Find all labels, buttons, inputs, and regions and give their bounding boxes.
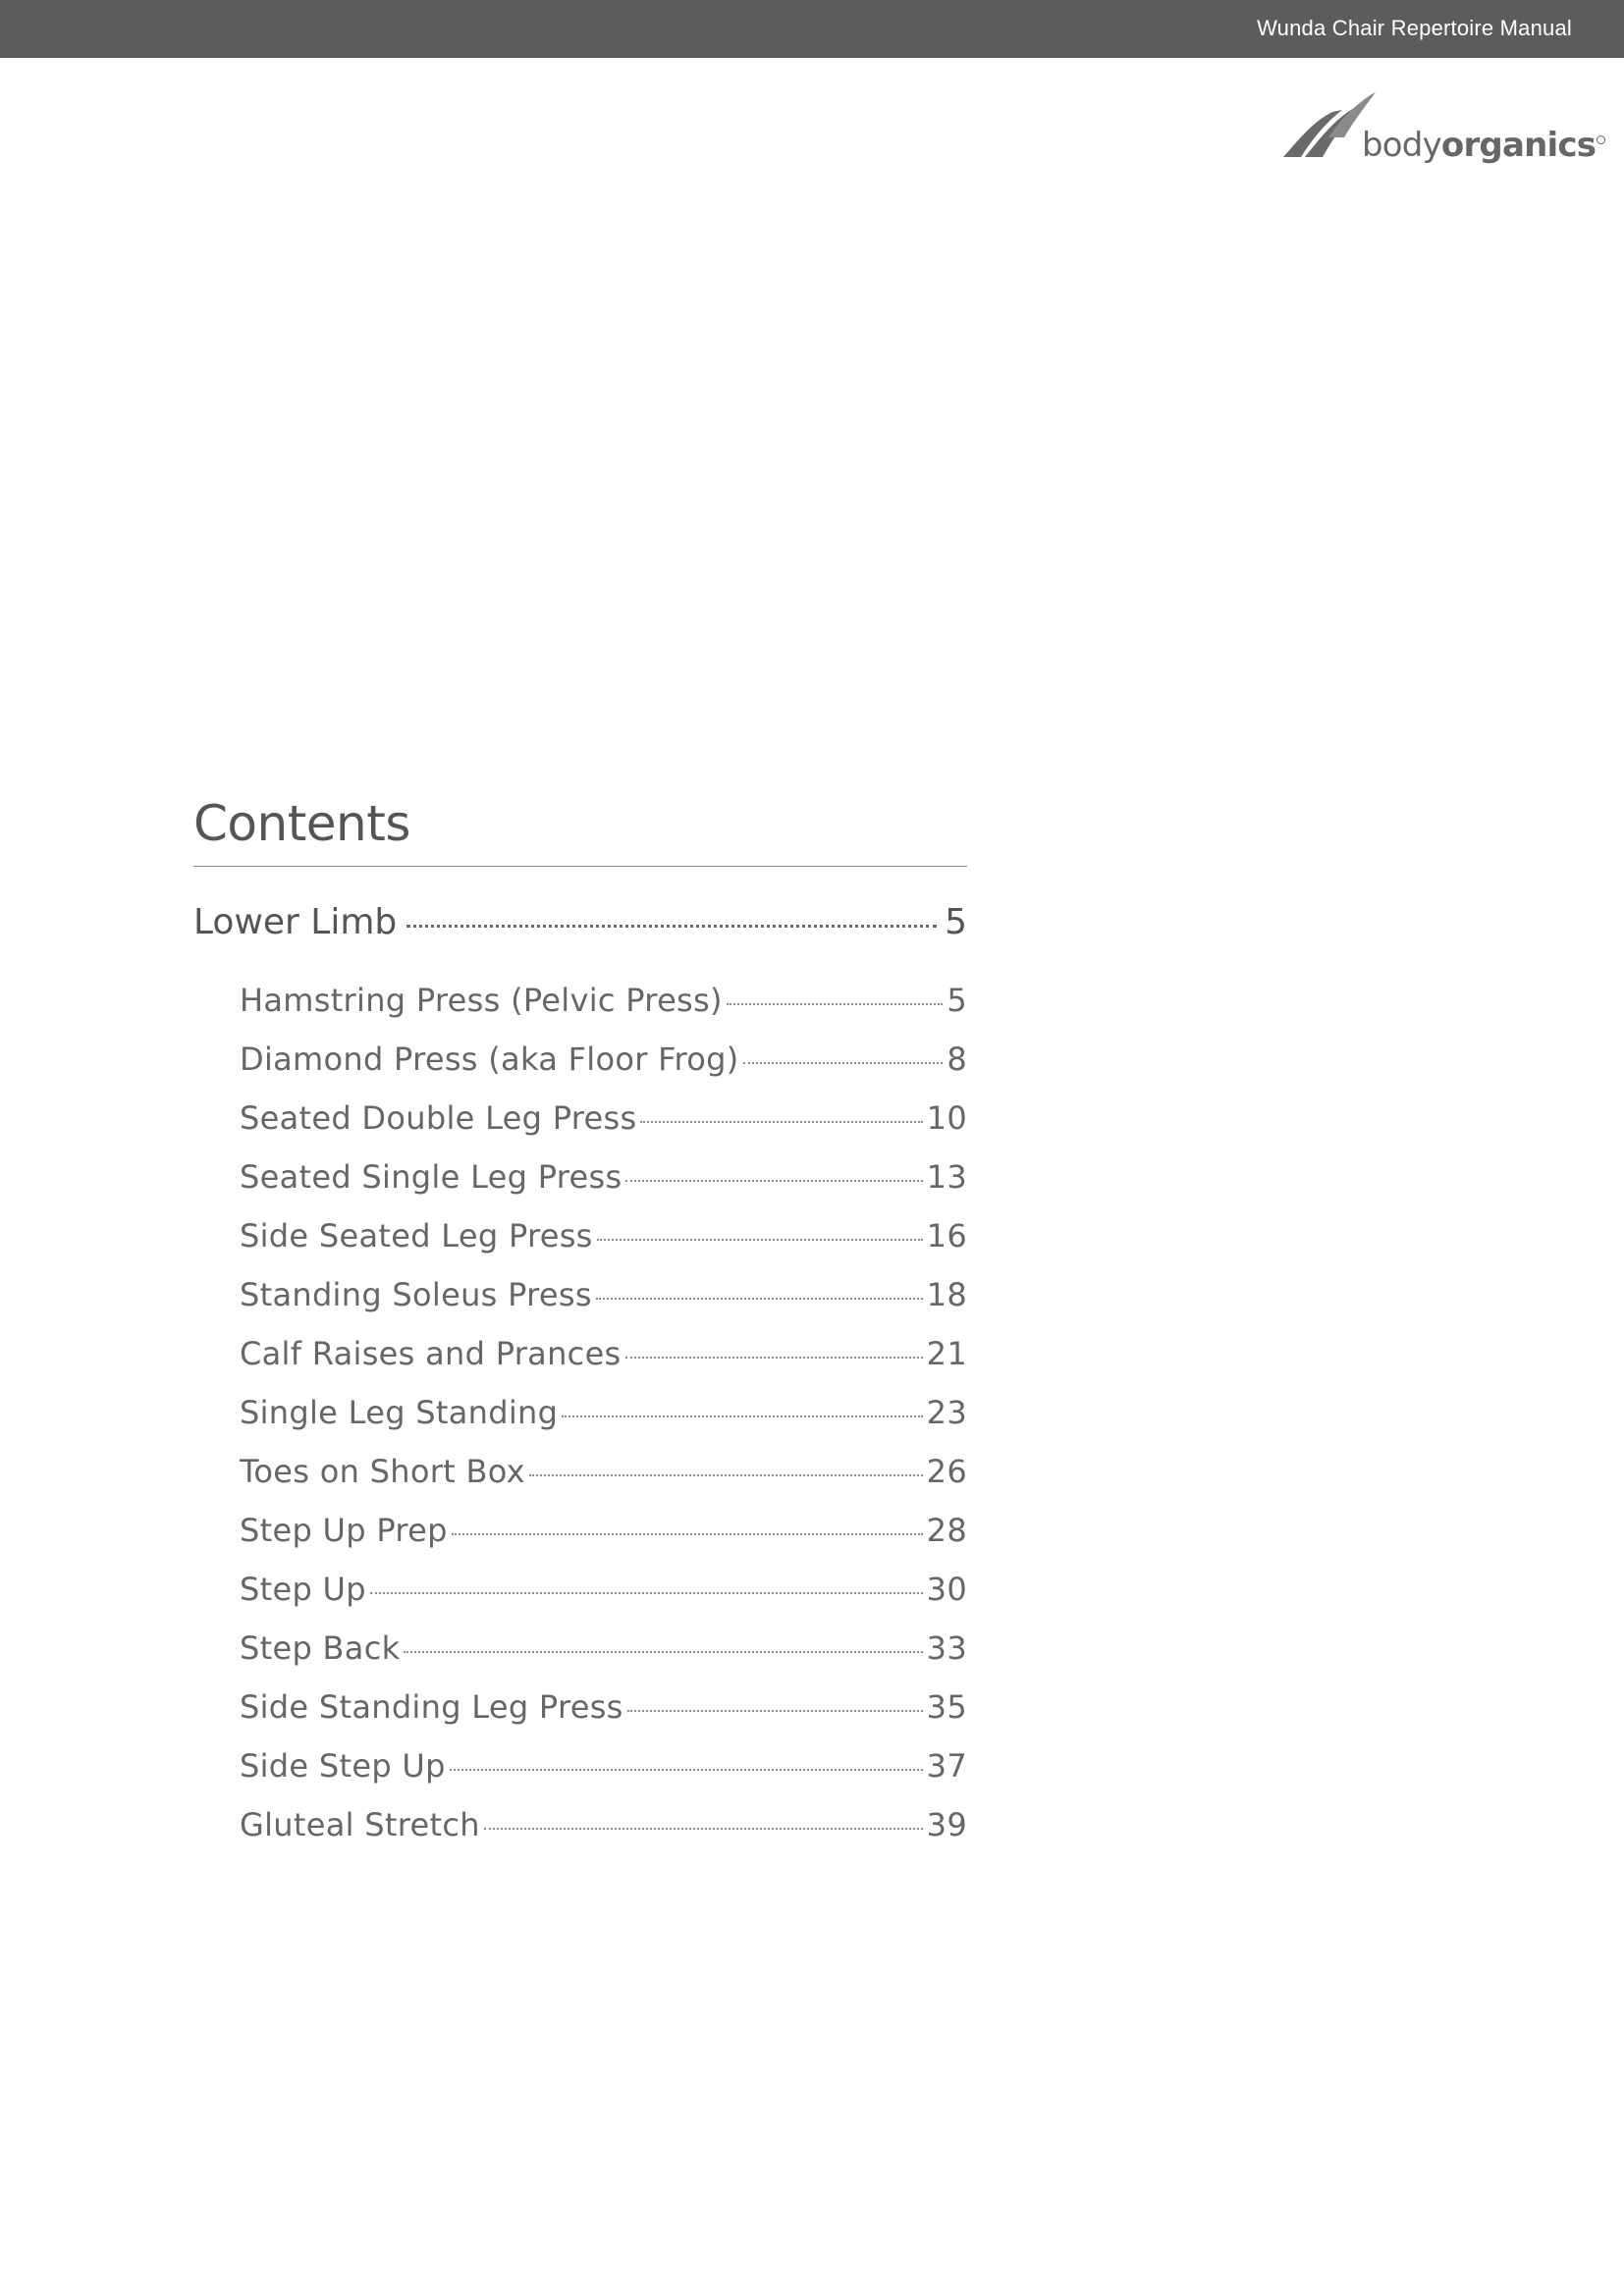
toc-entry-page: 39	[926, 1806, 967, 1843]
toc-entry-page: 35	[926, 1688, 967, 1726]
dot-leader	[727, 1003, 944, 1005]
body-organics-logo	[1281, 90, 1597, 169]
toc-section-title: Lower Limb	[193, 902, 398, 942]
dot-leader	[484, 1828, 923, 1830]
toc-section-page: 5	[945, 902, 967, 942]
toc-entry[interactable]	[240, 1560, 967, 1619]
toc-entry[interactable]	[240, 1442, 967, 1501]
toc-entry-title: Standing Soleus Press	[240, 1276, 592, 1313]
dot-leader	[596, 1298, 923, 1300]
registered-mark-icon	[1597, 135, 1605, 144]
table-of-contents	[193, 795, 967, 1854]
toc-entry[interactable]	[240, 1501, 967, 1560]
dot-leader	[562, 1415, 922, 1417]
dot-leader	[406, 925, 937, 928]
dot-leader	[529, 1474, 923, 1476]
toc-entry[interactable]	[240, 1795, 967, 1854]
toc-entry-page: 21	[926, 1335, 967, 1372]
toc-entry-page: 30	[926, 1571, 967, 1608]
toc-entry-title: Step Up	[240, 1571, 366, 1608]
dot-leader	[404, 1651, 922, 1653]
toc-entry[interactable]	[240, 1736, 967, 1795]
dot-leader	[452, 1533, 923, 1535]
dot-leader	[627, 1710, 923, 1712]
toc-entry[interactable]	[240, 1619, 967, 1678]
toc-entry-title: Diamond Press (aka Floor Frog)	[240, 1041, 739, 1078]
manual-title: Wunda Chair Repertoire Manual	[1257, 16, 1572, 40]
toc-entry-title: Step Back	[240, 1629, 401, 1667]
toc-entry[interactable]	[240, 1678, 967, 1736]
dot-leader	[597, 1239, 923, 1241]
logo-wordmark	[1362, 126, 1605, 165]
toc-entry-title: Single Leg Standing	[240, 1394, 559, 1431]
dot-leader	[640, 1121, 922, 1123]
dot-leader	[743, 1062, 944, 1064]
contents-heading: Contents	[193, 795, 410, 852]
toc-entry-title: Side Seated Leg Press	[240, 1217, 593, 1255]
toc-entry-page: 26	[926, 1453, 967, 1490]
toc-entry[interactable]	[240, 1089, 967, 1148]
toc-entry-title: Side Step Up	[240, 1747, 446, 1785]
toc-entry-page: 5	[947, 982, 967, 1019]
dot-leader	[625, 1357, 923, 1359]
toc-entry-title: Gluteal Stretch	[240, 1806, 480, 1843]
toc-entry[interactable]	[240, 971, 967, 1030]
toc-entry-page: 37	[926, 1747, 967, 1785]
dot-leader	[450, 1769, 923, 1771]
toc-entry[interactable]	[240, 1324, 967, 1383]
logo-word-body: body	[1362, 126, 1441, 165]
toc-entry-page: 18	[926, 1276, 967, 1313]
dot-leader	[625, 1180, 922, 1182]
header-bar	[0, 0, 1624, 58]
toc-entry-title: Side Standing Leg Press	[240, 1688, 623, 1726]
toc-entry-title: Seated Single Leg Press	[240, 1158, 623, 1196]
toc-entry[interactable]	[240, 1206, 967, 1265]
toc-entry-title: Seated Double Leg Press	[240, 1099, 637, 1137]
toc-entry-page: 33	[926, 1629, 967, 1667]
heading-divider	[193, 866, 967, 867]
toc-entry-page: 16	[926, 1217, 967, 1255]
toc-entry-title: Toes on Short Box	[240, 1453, 525, 1490]
toc-entry-list	[193, 971, 967, 1854]
toc-entry-title: Step Up Prep	[240, 1512, 448, 1549]
toc-entry[interactable]	[240, 1383, 967, 1442]
dot-leader	[370, 1592, 923, 1594]
toc-section-lower-limb[interactable]	[193, 902, 967, 951]
toc-entry-page: 10	[926, 1099, 967, 1137]
toc-entry-page: 8	[947, 1041, 967, 1078]
toc-entry-title: Calf Raises and Prances	[240, 1335, 622, 1372]
toc-entry[interactable]	[240, 1265, 967, 1324]
toc-entry[interactable]	[240, 1148, 967, 1206]
toc-entry-page: 13	[926, 1158, 967, 1196]
toc-entry-title: Hamstring Press (Pelvic Press)	[240, 982, 723, 1019]
toc-entry[interactable]	[240, 1030, 967, 1089]
toc-entry-page: 23	[926, 1394, 967, 1431]
toc-entry-page: 28	[926, 1512, 967, 1549]
logo-word-organics: organics	[1440, 126, 1597, 165]
